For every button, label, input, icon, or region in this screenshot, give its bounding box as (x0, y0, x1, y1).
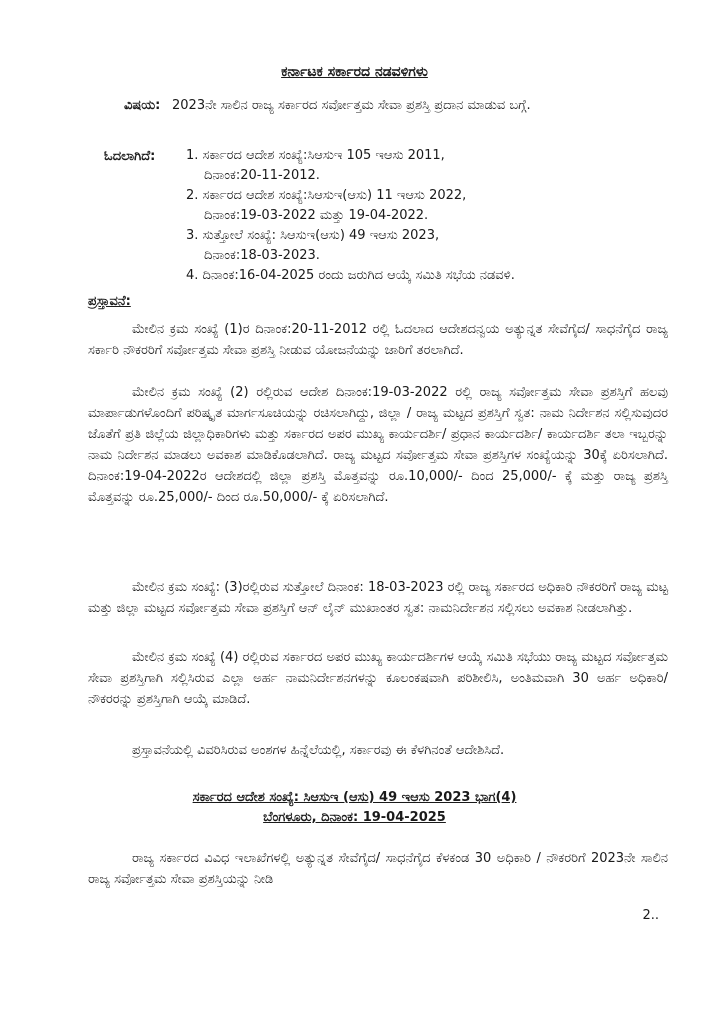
page-number: 2.. (642, 908, 659, 923)
order-number: ಸರ್ಕಾರದ ಆದೇಶ ಸಂಖ್ಯೆ: ಸಿಆಸುಇ (ಆಸು) 49 ಇಆಸು 2023 ಭಾಗ(4) (192, 790, 517, 805)
subject-label: ವಿಷಯ: (124, 98, 161, 113)
paragraph-6: ರಾಜ್ಯ ಸರ್ಕಾರದ ವಿವಿಧ ಇಲಾಖೆಗಳಲ್ಲಿ ಅತ್ಯುನ್ನತ ಸೇವೆಗೈದ/ ಸಾಧನೆಗೈದ ಕೆಳಕಂಡ 30 ಅಧಿಕಾರಿ / ನೌಕರರಿಗೆ 2023ನೇ ಸಾಲಿನ ರಾಜ್ಯ ಸರ್ವೋತ್ತಮ ಸೇವಾ ಪ್ರಶಸ್ತಿಯನ್ನು ನೀಡಿ (88, 851, 668, 887)
reference-item (186, 266, 646, 286)
subject-text: 2023ನೇ ಸಾಲಿನ ರಾಜ್ಯ ಸರ್ಕಾರದ ಸರ್ವೋತ್ತಮ ಸೇವಾ ಪ್ರಶಸ್ತಿ ಪ್ರದಾನ ಮಾಡುವ ಬಗ್ಗೆ. (172, 98, 531, 113)
paragraph-3: ಮೇಲಿನ ಕ್ರಮ ಸಂಖ್ಯೆ: (3)ರಲ್ಲಿರುವ ಸುತ್ತೋಲೆ ದಿನಾಂಕ: 18-03-2023 ರಲ್ಲಿ ರಾಜ್ಯ ಸರ್ಕಾರದ ಅಧಿಕಾರಿ ನೌಕರರಿಗೆ ರಾಜ್ಯ ಮಟ್ಟ ಮತ್ತು ಜಿಲ್ಲಾ ಮಟ್ಟದ ಸರ್ವೋತ್ತಮ ಸೇವಾ ಪ್ರಶಸ್ತಿಗೆ ಆನ್ ಲೈನ್ ಮುಖಾಂತರ ಸ್ವತ: ನಾಮನಿರ್ದೇಶನ ಸಲ್ಲಿಸಲು ಅವಕಾಶ ನೀಡಲಾಗಿತ್ತು. (88, 580, 668, 616)
reference-item (186, 146, 646, 186)
reference-item (186, 226, 646, 266)
paragraph-1: ಮೇಲಿನ ಕ್ರಮ ಸಂಖ್ಯೆ (1)ರ ದಿನಾಂಕ:20-11-2012 ರಲ್ಲಿ ಓದಲಾದ ಆದೇಶದನ್ವಯ ಅತ್ಯುನ್ನತ ಸೇವೆಗೈದ/ ಸಾಧನೆಗೈದ ರಾಜ್ಯ ಸರ್ಕಾರಿ ನೌಕರರಿಗೆ ಸರ್ವೋತ್ತಮ ಸೇವಾ ಪ್ರಶಸ್ತಿ ನೀಡುವ ಯೋಜನೆಯನ್ನು ಜಾರಿಗೆ ತರಲಾಗಿದೆ. (88, 322, 668, 358)
paragraph-4: ಮೇಲಿನ ಕ್ರಮ ಸಂಖ್ಯೆ (4) ರಲ್ಲಿರುವ ಸರ್ಕಾರದ ಅಪರ ಮುಖ್ಯ ಕಾರ್ಯದರ್ಶಿಗಳ ಆಯ್ಕೆ ಸಮಿತಿ ಸಭೆಯು ರಾಜ್ಯ ಮಟ್ಟದ ಸರ್ವೋತ್ತಮ ಸೇವಾ ಪ್ರಶಸ್ತಿಗಾಗಿ ಸಲ್ಲಿಸಿರುವ ಎಲ್ಲಾ ಅರ್ಹ ನಾಮನಿರ್ದೇಶನಗಳನ್ನು ಕೂಲಂಕಷವಾಗಿ ಪರಿಶೀಲಿಸಿ, ಅಂತಿಮವಾಗಿ 30 ಅರ್ಹ ಅಧಿಕಾರಿ/ ನೌಕರರನ್ನು ಪ್ರಶಸ್ತಿಗಾಗಿ ಆಯ್ಕೆ ಮಾಡಿದೆ. (88, 650, 668, 707)
reference-line: 4. ದಿನಾಂಕ:16-04-2025 ರಂದು ಜರುಗಿದ ಆಯ್ಕೆ ಸಮಿತಿ ಸಭೆಯ ನಡವಳಿ. (186, 268, 515, 283)
reference-line: 2. ಸರ್ಕಾರದ ಆದೇಶ ಸಂಖ್ಯೆ:ಸಿಆಸುಇ(ಆಸು) 11 ಇಆಸು 2022, (186, 188, 467, 203)
reference-line: 3. ಸುತ್ತೋಲೆ ಸಂಖ್ಯೆ: ಸಿಆಸುಇ(ಆಸು) 49 ಇಆಸು 2023, (186, 228, 440, 243)
document-title: ಕರ್ನಾಟಕ ಸರ್ಕಾರದ ನಡವಳಿಗಳು (281, 64, 428, 80)
reference-item (186, 186, 646, 226)
order-heading (0, 788, 709, 828)
order-place-date: ಬೆಂಗಳೂರು, ದಿನಾಂಕ: 19-04-2025 (263, 810, 446, 825)
paragraph-5: ಪ್ರಸ್ತಾವನೆಯಲ್ಲಿ ವಿವರಿಸಿರುವ ಅಂಶಗಳ ಹಿನ್ನೆಲೆಯಲ್ಲಿ, ಸರ್ಕಾರವು ಈ ಕೆಳಗಿನಂತೆ ಆದೇಶಿಸಿದೆ. (132, 743, 505, 758)
reference-line: 1. ಸರ್ಕಾರದ ಆದೇಶ ಸಂಖ್ಯೆ:ಸಿಆಸುಇ 105 ಇಆಸು 2011, (186, 148, 445, 163)
paragraph-2: ಮೇಲಿನ ಕ್ರಮ ಸಂಖ್ಯೆ (2) ರಲ್ಲಿರುವ ಆದೇಶ ದಿನಾಂಕ:19-03-2022 ರಲ್ಲಿ ರಾಜ್ಯ ಸರ್ವೋತ್ತಮ ಸೇವಾ ಪ್ರಶಸ್ತಿಗೆ ಹಲವು ಮಾರ್ಪಾಡುಗಳೊಂದಿಗೆ ಪರಿಷ್ಕೃತ ಮಾರ್ಗಸೂಚಿಯನ್ನು ರಚಿಸಲಾಗಿದ್ದು, ಜಿಲ್ಲಾ / ರಾಜ್ಯ ಮಟ್ಟದ ಪ್ರಶಸ್ತಿಗೆ ಸ್ವತ: ನಾಮ ನಿರ್ದೇಶನ ಸಲ್ಲಿಸುವುದರ ಜೊತೆಗೆ ಪ್ರತಿ ಜಿಲ್ಲೆಯ ಜಿಲ್ಲಾಧಿಕಾರಿಗಳು ಮತ್ತು ಸರ್ಕಾರದ ಅಪರ ಮುಖ್ಯ ಕಾರ್ಯದರ್ಶಿ/ ಪ್ರಧಾನ ಕಾರ್ಯದರ್ಶಿ/ ಕಾರ್ಯದರ್ಶಿ ತಲಾ ಇಬ್ಬರನ್ನು ನಾಮ ನಿರ್ದೇಶನ ಮಾಡಲು ಅವಕಾಶ ಮಾಡಿಕೊಡಲಾಗಿದೆ. ರಾಜ್ಯ ಮಟ್ಟದ ಸರ್ವೋತ್ತಮ ಸೇವಾ ಪ್ರಶಸ್ತಿಗಳ ಸಂಖ್ಯೆಯನ್ನು 30ಕ್ಕೆ ಏರಿಸಲಾಗಿದೆ. ದಿನಾಂಕ:19-04-2022ರ ಆದೇಶದಲ್ಲಿ ಜಿಲ್ಲಾ ಪ್ರಶಸ್ತಿ ಮೊತ್ತವನ್ನು ರೂ.10,000/- ದಿಂದ 25,000/- ಕ್ಕೆ ಮತ್ತು ರಾಜ್ಯ ಪ್ರಶಸ್ತಿ ಮೊತ್ತವನ್ನು ರೂ.25,000/- ದಿಂದ ರೂ.50,000/- ಕ್ಕೆ ಏರಿಸಲಾಗಿದೆ. (88, 385, 668, 505)
preamble-heading: ಪ್ರಸ್ತಾವನೆ: (88, 294, 131, 309)
reference-date: ದಿನಾಂಕ:20-11-2012. (204, 168, 320, 183)
references-label: ಓದಲಾಗಿದೆ: (104, 149, 156, 164)
reference-date: ದಿನಾಂಕ:19-03-2022 ಮತ್ತು 19-04-2022. (204, 208, 429, 223)
references-list (186, 146, 646, 286)
reference-date: ದಿನಾಂಕ:18-03-2023. (204, 248, 320, 263)
